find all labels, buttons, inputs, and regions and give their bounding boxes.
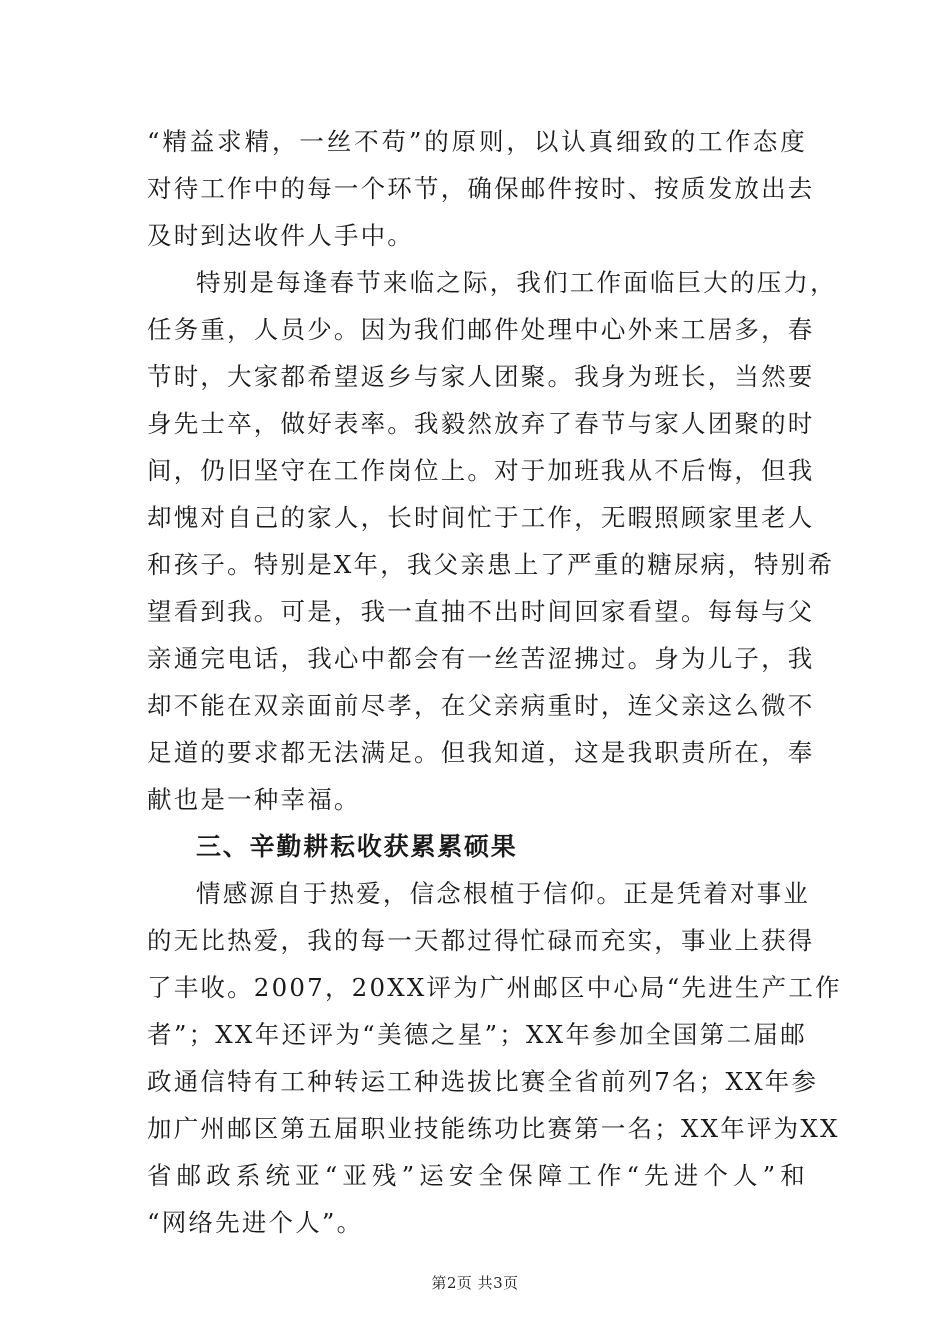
paragraph-3-line-1: 情感源自于热爱，信念根植于信仰。正是凭着对事业 bbox=[196, 879, 811, 908]
paragraph-3-line-8: “网络先进个人”。 bbox=[147, 1208, 364, 1237]
paragraph-3-line-5: 政通信特有工种转运工种选拔比赛全省前列7名；XX年参 bbox=[147, 1067, 819, 1096]
paragraph-2-line-10: 却不能在双亲面前尽孝，在父亲病重时，连父亲这么微不 bbox=[147, 691, 815, 720]
paragraph-2-line-1: 特别是每逢春节来临之际，我们工作面临巨大的压力， bbox=[196, 268, 837, 297]
paragraph-2-line-2: 任务重，人员少。因为我们邮件处理中心外来工居多，春 bbox=[147, 315, 815, 344]
paragraph-3-line-4: 者”；XX年还评为“美德之星”；XX年参加全国第二届邮 bbox=[147, 1020, 807, 1049]
paragraph-3-line-2: 的无比热爱，我的每一天都过得忙碌而充实，事业上获得 bbox=[147, 926, 815, 955]
paragraph-1-line-1: “精益求精，一丝不苟”的原则，以认真细致的工作态度 bbox=[147, 127, 807, 156]
paragraph-2-line-4: 身先士卒，做好表率。我毅然放弃了春节与家人团聚的时 bbox=[147, 409, 815, 438]
paragraph-2-line-9: 亲通完电话，我心中都会有一丝苦涩拂过。身为儿子，我 bbox=[147, 644, 815, 673]
paragraph-2-line-12: 献也是一种幸福。 bbox=[147, 785, 361, 814]
paragraph-2-line-7: 和孩子。特别是X年，我父亲患上了严重的糖尿病，特别希 bbox=[147, 550, 835, 579]
section-heading-3: 三、辛勤耕耘收获累累硕果 bbox=[196, 832, 518, 861]
paragraph-3-line-3: 了丰收。2007，20XX评为广州邮区中心局“先进生产工作 bbox=[147, 973, 842, 1002]
paragraph-3-line-7: 省邮政系统亚“亚残”运安全保障工作“先进个人”和 bbox=[147, 1161, 807, 1190]
paragraph-2-line-5: 间，仍旧坚守在工作岗位上。对于加班我从不后悔，但我 bbox=[147, 456, 815, 485]
paragraph-1-line-2: 对待工作中的每一个环节，确保邮件按时、按质发放出去 bbox=[147, 174, 815, 203]
paragraph-2-line-11: 足道的要求都无法满足。但我知道，这是我职责所在，奉 bbox=[147, 738, 815, 767]
paragraph-2-line-3: 节时，大家都希望返乡与家人团聚。我身为班长，当然要 bbox=[147, 362, 815, 391]
paragraph-2-line-8: 望看到我。可是，我一直抽不出时间回家看望。每每与父 bbox=[147, 597, 815, 626]
paragraph-3-line-6: 加广州邮区第五届职业技能练功比赛第一名；XX年评为XX bbox=[147, 1114, 840, 1143]
paragraph-2-line-6: 却愧对自己的家人，长时间忙于工作，无暇照顾家里老人 bbox=[147, 503, 815, 532]
paragraph-1-line-3: 及时到达收件人手中。 bbox=[147, 221, 414, 250]
page-footer: 第2页 共3页 bbox=[431, 1274, 519, 1292]
